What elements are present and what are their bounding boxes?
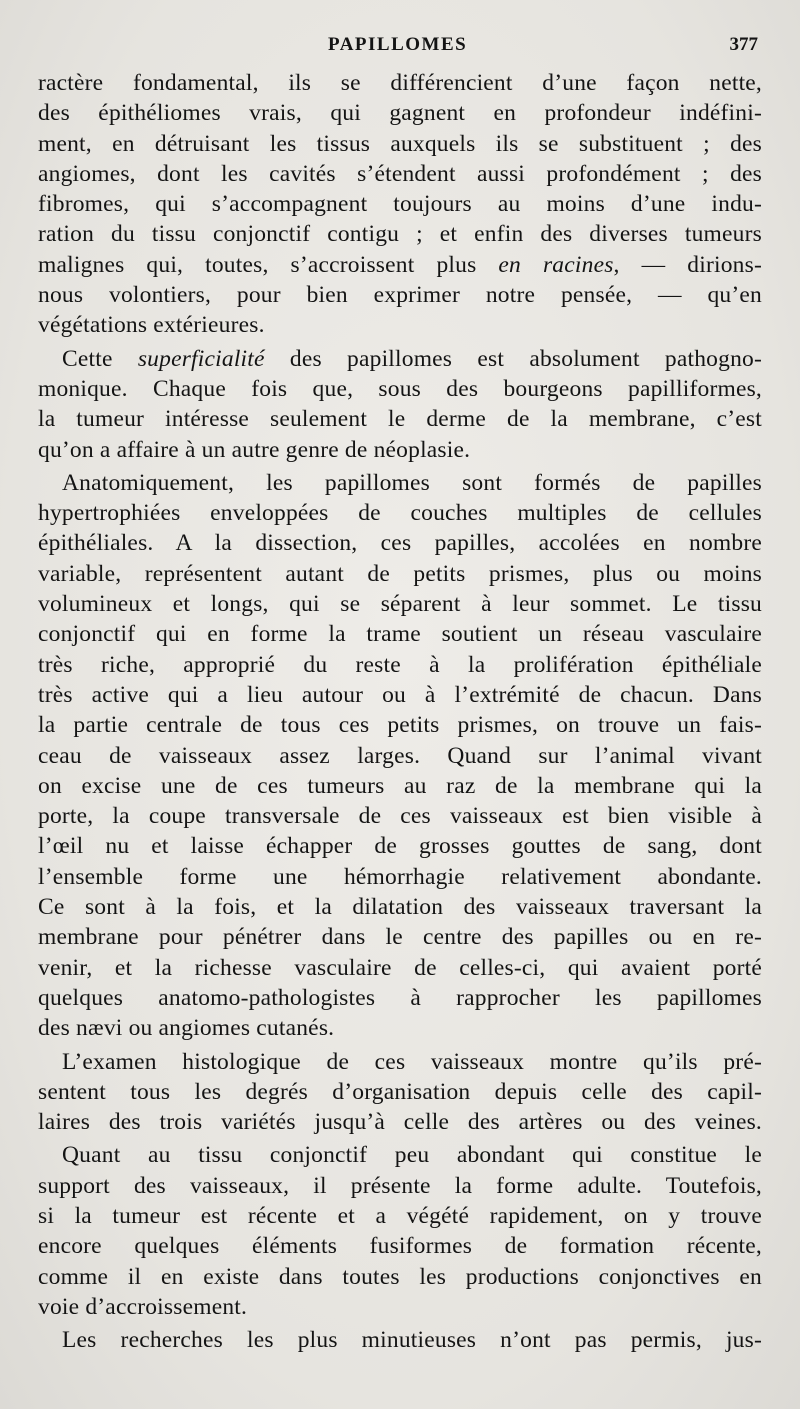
text-line: des nævi ou angiomes cutanés. bbox=[38, 1015, 335, 1042]
text-line: membrane pour pénétrer dans le centre des papilles ou en re- bbox=[38, 924, 762, 951]
text-line: variable, représentent autant de petits prismes, plus ou moins bbox=[38, 560, 762, 587]
text-line: porte, la coupe transversale de ces vaisseaux est bien visible à bbox=[38, 803, 762, 830]
text-line: nous volontiers, pour bien exprimer notre pensée, — qu’en bbox=[38, 282, 762, 309]
paragraph bbox=[38, 468, 762, 1044]
paragraph bbox=[38, 1325, 762, 1355]
text-line: Ce sont à la fois, et la dilatation des vaisseaux traversant la bbox=[38, 894, 762, 921]
text-line: L’examen histologique de ces vaisseaux montre qu’ils pré- bbox=[62, 1048, 762, 1075]
text-line: quelques anatomo-pathologistes à rapprocher les papillomes bbox=[38, 984, 762, 1011]
text-line: épithéliales. A la dissection, ces papilles, accolées en nombre bbox=[38, 530, 762, 557]
text-line: ration du tissu conjonctif contigu ; et enfin des diverses tumeurs bbox=[38, 221, 762, 248]
text-line: malignes qui, toutes, s’accroissent plus en racines, — dirions- bbox=[38, 251, 762, 278]
text-line: Quant au tissu conjonctif peu abondant qui constitue le bbox=[62, 1142, 762, 1169]
text-line: très active qui a lieu autour ou à l’extrémité de chacun. Dans bbox=[38, 681, 762, 708]
text-line: fibromes, qui s’accompagnent toujours au moins d’une indu- bbox=[38, 191, 762, 218]
text-line: des épithéliomes vrais, qui gagnent en profondeur indéfini- bbox=[38, 100, 762, 127]
text-line: l’œil nu et laisse échapper de grosses gouttes de sang, dont bbox=[38, 833, 762, 860]
text-line: sentent tous les degrés d’organisation depuis celle des capil- bbox=[38, 1078, 762, 1105]
paragraph bbox=[38, 68, 762, 341]
text-line: végétations extérieures. bbox=[38, 312, 265, 339]
text-line: la tumeur intéresse seulement le derme de la membrane, c’est bbox=[38, 406, 762, 433]
text-line: conjonctif qui en forme la trame soutient un réseau vasculaire bbox=[38, 621, 762, 648]
text-line: laires des trois variétés jusqu’à celle des artères ou des veines. bbox=[38, 1109, 762, 1136]
text-line: on excise une de ces tumeurs au raz de la membrane qui la bbox=[38, 772, 762, 799]
paragraph bbox=[38, 1140, 762, 1322]
text-line: ceau de vaisseaux assez larges. Quand sur l’animal vivant bbox=[38, 742, 762, 769]
text-line: encore quelques éléments fusiformes de formation récente, bbox=[38, 1233, 762, 1260]
text-line: venir, et la richesse vasculaire de celles-ci, qui avaient porté bbox=[38, 954, 762, 981]
body-text bbox=[38, 68, 762, 1355]
text-line: hypertrophiées enveloppées de couches multiples de cellules bbox=[38, 500, 762, 527]
text-line: support des vaisseaux, il présente la forme adulte. Toutefois, bbox=[38, 1172, 762, 1199]
text-line: voie d’accroissement. bbox=[38, 1293, 248, 1320]
text-line: l’ensemble forme une hémorrhagie relativement abondante. bbox=[38, 863, 762, 890]
paragraph bbox=[38, 344, 762, 465]
text-line: Les recherches les plus minutieuses n’ont pas permis, jus- bbox=[62, 1327, 762, 1354]
text-line: ractère fondamental, ils se différencient d’une façon nette, bbox=[38, 70, 762, 96]
text-line: monique. Chaque fois que, sous des bourgeons papilliformes, bbox=[38, 375, 762, 402]
running-title: PAPILLOMES bbox=[328, 34, 468, 55]
page-header bbox=[0, 34, 800, 58]
italic-term: superficialité bbox=[137, 345, 265, 372]
paragraph bbox=[38, 1047, 762, 1138]
text-line: Anatomiquement, les papillomes sont formés de papilles bbox=[62, 469, 762, 496]
italic-term: en racines bbox=[498, 251, 614, 278]
text-line: très riche, approprié du reste à la prolifération épithéliale bbox=[38, 651, 762, 678]
text-line: volumineux et longs, qui se séparent à leur sommet. Le tissu bbox=[38, 591, 762, 618]
text-line: la partie centrale de tous ces petits prismes, on trouve un fais- bbox=[38, 712, 762, 739]
text-line: angiomes, dont les cavités s’étendent aussi profondément ; des bbox=[38, 160, 762, 187]
page-number: 377 bbox=[729, 34, 758, 55]
text-line: si la tumeur est récente et a végété rapidement, on y trouve bbox=[38, 1202, 762, 1229]
text-line: ment, en détruisant les tissus auxquels ils se substituent ; des bbox=[38, 130, 762, 157]
text-line: qu’on a affaire à un autre genre de néoplasie. bbox=[38, 436, 471, 463]
text-line: Cette superficialité des papillomes est absolument pathogno- bbox=[62, 345, 762, 372]
text-line: comme il en existe dans toutes les productions conjonctives en bbox=[38, 1263, 762, 1290]
